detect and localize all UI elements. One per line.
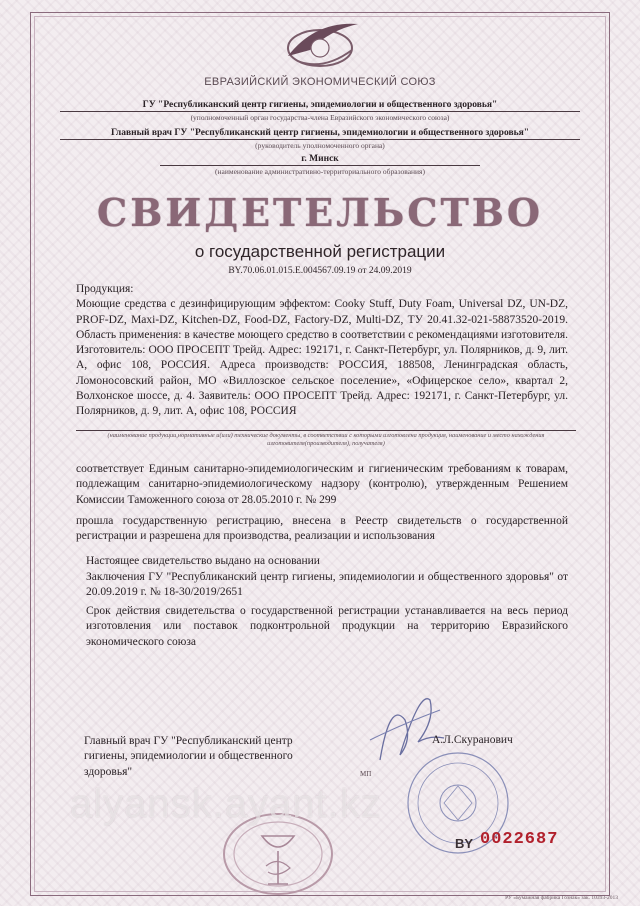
city-block [160, 154, 480, 176]
head-doctor-name: Главный врач ГУ "Республиканский центр гигиены, эпидемиологии и общественного здоровья" [60, 128, 580, 140]
registration-number: BY.70.06.01.015.E.004567.09.19 от 24.09.2019 [228, 266, 412, 276]
products-text: Моющие средства с дезинфицирующим эффектом: Cooky Stuff, Duty Foam, Universal DZ, UN-DZ, PROF-DZ, Maxi-DZ, Kitchen-DZ, Food-DZ, Factory-DZ, Multi-DZ, ТУ 20.41.32-021-58873520-2019. Область применения: в качестве моющего средство в соответствии с рекомендациями изготовителя. Изготовитель: ООО ПРОСЕПТ Трейд. Адрес: 192171, г. Санкт-Петербург, ул. Полярников, д. 9, лит. А, офис 108, РОССИЯ. Адреса производств: РОССИЯ, 188508, Ленинградская область, Ломоносовский район, МО «Виллозское сельское поселение», «Офицерское село», квартал 2, Волхонское шоссе, д. 4. Заявитель: ООО ПРОСЕПТ Трейд. Адрес: 192171, г. Санкт-Петербург, ул. Полярников, д. 9, лит. А, офис 108, РОССИЯ [76, 298, 568, 418]
issuer-caption: (уполномоченный орган государства-члена Евразийского экономического союза) [190, 113, 450, 122]
printer-footnote: РУ «Бумажная фабрика Гознак» зак. 10393-2013 [505, 895, 618, 901]
issuer-name: ГУ "Республиканский центр гигиены, эпидемиологии и общественного здоровья" [60, 100, 580, 112]
serial-prefix: BY [455, 836, 474, 851]
document-subtitle: о государственной регистрации [194, 242, 446, 261]
watermark-text: alyansk.ayant.kz [70, 782, 382, 826]
registration-text: прошла государственную регистрацию, внесена в Реестр свидетельств о государственной регистрации и разрешена для производства, реализации и использования [76, 515, 568, 543]
stamp-label: МП [360, 770, 372, 778]
compliance-text: соответствует Единым санитарно-эпидемиологическим и гигиеническим требованиям к товарам, подлежащим санитарно-эпидемиологическому надзору (контролю), утвержденным Решением Комиссии Таможенного союза от 28.05.2010 г. № 299 [76, 463, 568, 506]
products-label: Продукция: [76, 283, 134, 295]
head-doctor-block [60, 128, 580, 150]
signatory-position: Главный врач ГУ "Республиканский центр гигиены, эпидемиологии и общественного здоровья" [84, 735, 293, 778]
serial-number: 0022687 [480, 830, 559, 849]
city-name: г. Минск [160, 154, 480, 166]
products-section [76, 282, 568, 420]
issuer-block [60, 100, 580, 122]
basis-text: Заключения ГУ "Республиканский центр гигиены, эпидемиологии и общественного здоровья" от 20.09.2019 г. № 18-30/2019/2651 [86, 571, 568, 599]
validity-text: Срок действия свидетельства о государственной регистрации устанавливается на весь период изготовления или поставок подконтрольной продукции на территорию Евразийского экономического союза [86, 605, 568, 648]
document-title: СВИДЕТЕЛЬСТВО [97, 190, 543, 235]
signatory-name: А.Л.Скуранович [432, 734, 513, 746]
basis-intro: Настоящее свидетельство выдано на основании [86, 555, 320, 567]
head-doctor-caption: (руководитель уполномоченного органа) [255, 141, 385, 150]
city-caption: (наименование административно-территориального образования) [214, 167, 425, 176]
union-name: ЕВРАЗИЙСКИЙ ЭКОНОМИЧЕСКИЙ СОЮЗ [204, 76, 436, 88]
products-caption: (наименование продукции,нормативные и(или) технические документы, в соответствии с которыми изготовлена продукция, наименование и место нахождения изготовителя(производителя), получателя) [76, 430, 576, 448]
eaeu-logo-icon [270, 16, 370, 74]
